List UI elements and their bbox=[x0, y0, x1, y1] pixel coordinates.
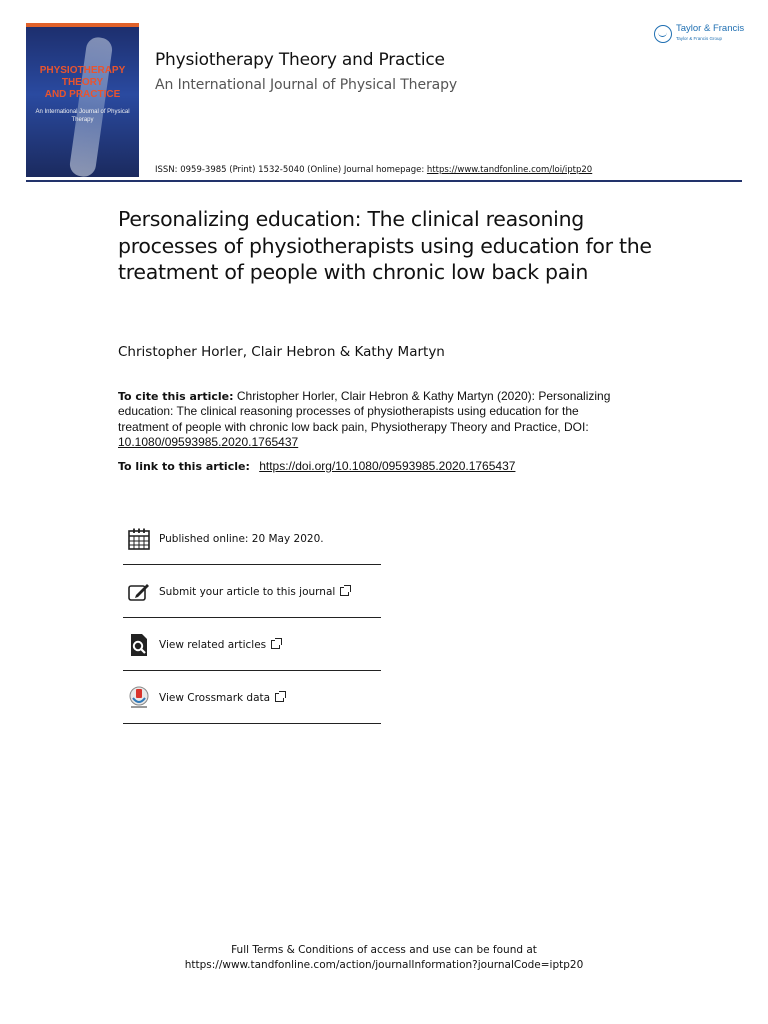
edit-icon bbox=[127, 580, 151, 604]
article-link-label: To link to this article: bbox=[118, 460, 250, 473]
citation-text: Christopher Horler, Clair Hebron & Kathy Martyn (2020): Personalizing education: The clinical reasoning processes of physiotherapists using education for the treatment of people with chronic low back pain, Physiotherapy Theory and Practice, DOI: bbox=[118, 389, 611, 434]
crossmark-icon bbox=[127, 686, 151, 710]
journal-title: Physiotherapy Theory and Practice bbox=[155, 50, 445, 70]
article-doi-link[interactable]: https://doi.org/10.1080/09593985.2020.1765437 bbox=[259, 459, 516, 473]
calendar-icon bbox=[127, 527, 151, 551]
journal-subtitle: An International Journal of Physical Therapy bbox=[155, 77, 458, 93]
published-online-row bbox=[123, 513, 381, 565]
external-link-icon bbox=[271, 640, 280, 649]
cover-title-line1: PHYSIOTHERAPY THEORY bbox=[39, 65, 126, 88]
article-authors: Christopher Horler, Clair Hebron & Kathy Martyn bbox=[118, 344, 445, 360]
article-title: Personalizing education: The clinical reasoning processes of physiotherapists using education for the treatment of people with chronic low back pain bbox=[118, 207, 652, 284]
journal-cover-image bbox=[26, 23, 139, 177]
related-articles-link[interactable] bbox=[123, 619, 381, 671]
footer-terms bbox=[0, 943, 768, 972]
article-link-line bbox=[118, 459, 515, 473]
header-divider bbox=[26, 180, 742, 182]
published-online-text: Published online: 20 May 2020. bbox=[159, 532, 324, 545]
cover-subtitle: An International Journal of Physical Therapy bbox=[35, 109, 130, 123]
crossmark-link[interactable] bbox=[123, 672, 381, 724]
search-document-icon bbox=[127, 633, 151, 657]
related-articles-label: View related articles bbox=[159, 638, 267, 651]
external-link-icon bbox=[275, 693, 284, 702]
taylor-francis-logo-icon bbox=[654, 25, 672, 43]
citation-block bbox=[118, 389, 618, 450]
submit-article-link[interactable] bbox=[123, 566, 381, 618]
issn-line bbox=[155, 165, 592, 175]
publisher-logo[interactable] bbox=[654, 22, 744, 46]
citation-label: To cite this article: bbox=[118, 390, 234, 403]
citation-doi-link[interactable]: 10.1080/09593985.2020.1765437 bbox=[118, 434, 299, 449]
footer-terms-link[interactable]: https://www.tandfonline.com/action/journalInformation?journalCode=iptp20 bbox=[184, 958, 584, 971]
article-actions bbox=[123, 513, 381, 724]
cover-title-line2: AND PRACTICE bbox=[44, 89, 121, 100]
publisher-name: Taylor & Francis bbox=[676, 23, 745, 34]
journal-homepage-link[interactable]: https://www.tandfonline.com/loi/iptp20 bbox=[426, 165, 593, 175]
cover-figure bbox=[68, 36, 113, 177]
cover-title bbox=[30, 65, 135, 101]
external-link-icon bbox=[340, 587, 349, 596]
footer-terms-text: Full Terms & Conditions of access and use can be found at bbox=[231, 944, 537, 956]
publisher-group: Taylor & Francis Group bbox=[676, 36, 723, 41]
issn-text: ISSN: 0959-3985 (Print) 1532-5040 (Online) Journal homepage: bbox=[155, 165, 427, 175]
submit-article-label: Submit your article to this journal bbox=[159, 585, 336, 598]
crossmark-label: View Crossmark data bbox=[159, 691, 271, 704]
